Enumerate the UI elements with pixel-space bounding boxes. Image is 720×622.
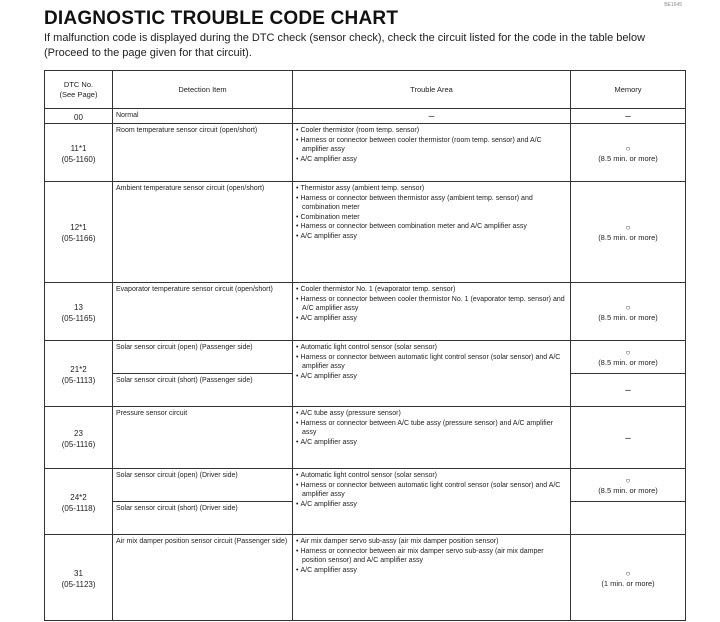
table-row-normal <box>45 109 686 124</box>
trouble-area <box>293 469 571 535</box>
trouble-area-item: • Harness or connector between air mix damper servo sub-assy (air mix damper position sensor) and A/C amplifier assy <box>296 547 567 566</box>
trouble-area: – <box>293 109 571 124</box>
memory-value <box>571 502 686 535</box>
memory-cell <box>571 182 686 283</box>
header-see-page-label: (See Page) <box>59 89 98 99</box>
trouble-area <box>293 341 571 407</box>
trouble-area-item: • A/C amplifier assy <box>296 438 567 448</box>
header-detection-item: Detection Item <box>113 71 293 109</box>
trouble-area-item: • Harness or connector between A/C tube assy (pressure sensor) and A/C amplifier assy <box>296 419 567 438</box>
dtc-code: 21*2 <box>70 364 87 374</box>
detection-item: Air mix damper position sensor circuit (Passenger side) <box>113 535 293 621</box>
memory-circle-icon: ○ <box>625 223 631 233</box>
trouble-area <box>293 283 571 341</box>
trouble-area-item: • Harness or connector between thermistor assy (ambient temp. sensor) and combination meter <box>296 194 567 213</box>
trouble-area-item: • Automatic light control sensor (solar sensor) <box>296 471 567 481</box>
trouble-area-item: • Combination meter <box>296 213 567 223</box>
dtc-page-ref: (05-1118) <box>61 503 96 513</box>
dtc-page-ref: (05-1123) <box>61 579 96 589</box>
memory-cell <box>571 283 686 341</box>
table-row <box>45 407 686 469</box>
detection-item: Solar sensor circuit (open) (Passenger side) <box>113 341 293 374</box>
trouble-area <box>293 407 571 469</box>
memory-circle-icon: ○ <box>625 568 631 578</box>
dtc-page-ref: (05-1160) <box>61 154 96 164</box>
memory-circle-icon: ○ <box>625 143 631 153</box>
dtc-code-cell <box>45 283 113 341</box>
trouble-area-list <box>296 285 567 323</box>
trouble-area-item: • Harness or connector between automatic light control sensor (solar sensor) and A/C amplifier assy <box>296 481 567 500</box>
header-dtc-no-label: DTC No. <box>63 80 94 89</box>
trouble-area-item: • Cooler thermistor (room temp. sensor) <box>296 126 567 136</box>
header-dtc-no <box>45 71 113 109</box>
detection-item: Normal <box>113 109 293 124</box>
memory-value: – <box>571 109 686 124</box>
dtc-table <box>44 70 686 621</box>
trouble-area-item: • A/C amplifier assy <box>296 155 567 165</box>
memory-cell <box>571 469 686 502</box>
header-trouble-area: Trouble Area <box>293 71 571 109</box>
memory-cell <box>571 341 686 374</box>
dtc-code: 23 <box>74 428 83 438</box>
dtc-code-cell <box>45 124 113 182</box>
memory-circle-icon: ○ <box>625 476 631 486</box>
header-memory: Memory <box>571 71 686 109</box>
dtc-code: 11*1 <box>70 143 87 153</box>
dtc-code-cell <box>45 182 113 283</box>
trouble-area-item: • A/C amplifier assy <box>296 372 567 382</box>
dtc-code: 00 <box>45 109 113 124</box>
trouble-area-list <box>296 537 567 575</box>
trouble-area <box>293 535 571 621</box>
page-title: DIAGNOSTIC TROUBLE CODE CHART <box>44 8 399 29</box>
trouble-area-item: • Harness or connector between combination meter and A/C amplifier assy <box>296 222 567 232</box>
detection-item: Solar sensor circuit (short) (Passenger side) <box>113 374 293 407</box>
trouble-area-item: • A/C amplifier assy <box>296 232 567 242</box>
trouble-area-item: • Air mix damper servo sub-assy (air mix damper position sensor) <box>296 537 567 547</box>
dtc-code: 24*2 <box>70 492 87 502</box>
page-code: BE1645 <box>664 2 682 8</box>
memory-value: (1 min. or more) <box>601 578 655 588</box>
table-row <box>45 283 686 341</box>
dtc-page-ref: (05-1113) <box>61 375 96 385</box>
table-row <box>45 124 686 182</box>
intro-paragraph: If malfunction code is displayed during the DTC check (sensor check), check the circuit listed for the code in the table below (Proceed to the page given for that circuit). <box>44 32 646 59</box>
trouble-area <box>293 182 571 283</box>
memory-value: – <box>571 374 686 407</box>
memory-value: (8.5 min. or more) <box>598 358 658 368</box>
dtc-code-cell <box>45 535 113 621</box>
trouble-area-item: • Automatic light control sensor (solar sensor) <box>296 343 567 353</box>
trouble-area-list <box>296 343 567 381</box>
trouble-area-list <box>296 126 567 164</box>
dtc-code-cell <box>45 341 113 407</box>
table-row <box>45 182 686 283</box>
trouble-area-item: • Thermistor assy (ambient temp. sensor) <box>296 184 567 194</box>
trouble-area-item: • Harness or connector between automatic light control sensor (solar sensor) and A/C amplifier assy <box>296 353 567 372</box>
dtc-page-ref: (05-1166) <box>61 234 96 243</box>
dtc-page-ref: (05-1165) <box>61 313 96 323</box>
memory-value: (8.5 min. or more) <box>598 486 658 496</box>
dtc-page-ref: (05-1116) <box>61 439 96 449</box>
trouble-area-item: • A/C amplifier assy <box>296 314 567 324</box>
detection-item: Ambient temperature sensor circuit (open/short) <box>113 182 293 283</box>
trouble-area-list <box>296 409 567 447</box>
memory-cell <box>571 535 686 621</box>
dtc-code: 12*1 <box>70 223 87 232</box>
memory-value: – <box>571 407 686 469</box>
trouble-area-item: • A/C tube assy (pressure sensor) <box>296 409 567 419</box>
trouble-area-item: • A/C amplifier assy <box>296 566 567 576</box>
detection-item: Solar sensor circuit (open) (Driver side) <box>113 469 293 502</box>
table-row <box>45 535 686 621</box>
trouble-area-item: • A/C amplifier assy <box>296 500 567 510</box>
trouble-area-list <box>296 471 567 509</box>
memory-circle-icon: ○ <box>625 348 631 358</box>
trouble-area-item: • Cooler thermistor No. 1 (evaporator temp. sensor) <box>296 285 567 295</box>
trouble-area <box>293 124 571 182</box>
memory-value: (8.5 min. or more) <box>598 153 658 163</box>
table-header-row <box>45 71 686 109</box>
dtc-code-cell <box>45 407 113 469</box>
dtc-code: 13 <box>74 302 83 312</box>
memory-circle-icon: ○ <box>625 302 631 312</box>
dtc-code: 31 <box>74 568 83 578</box>
memory-value: (8.5 min. or more) <box>598 312 658 322</box>
detection-item: Solar sensor circuit (short) (Driver side) <box>113 502 293 535</box>
memory-value: (8.5 min. or more) <box>598 233 658 243</box>
detection-item: Evaporator temperature sensor circuit (open/short) <box>113 283 293 341</box>
table-row <box>45 341 686 374</box>
memory-cell <box>571 124 686 182</box>
trouble-area-item: • Harness or connector between cooler thermistor No. 1 (evaporator temp. sensor) and A/C amplifier assy <box>296 295 567 314</box>
dtc-code-cell <box>45 469 113 535</box>
trouble-area-item: • Harness or connector between cooler thermistor (room temp. sensor) and A/C amplifier assy <box>296 136 567 155</box>
table-row <box>45 469 686 502</box>
detection-item: Room temperature sensor circuit (open/short) <box>113 124 293 182</box>
detection-item: Pressure sensor circuit <box>113 407 293 469</box>
trouble-area-list <box>296 184 567 241</box>
